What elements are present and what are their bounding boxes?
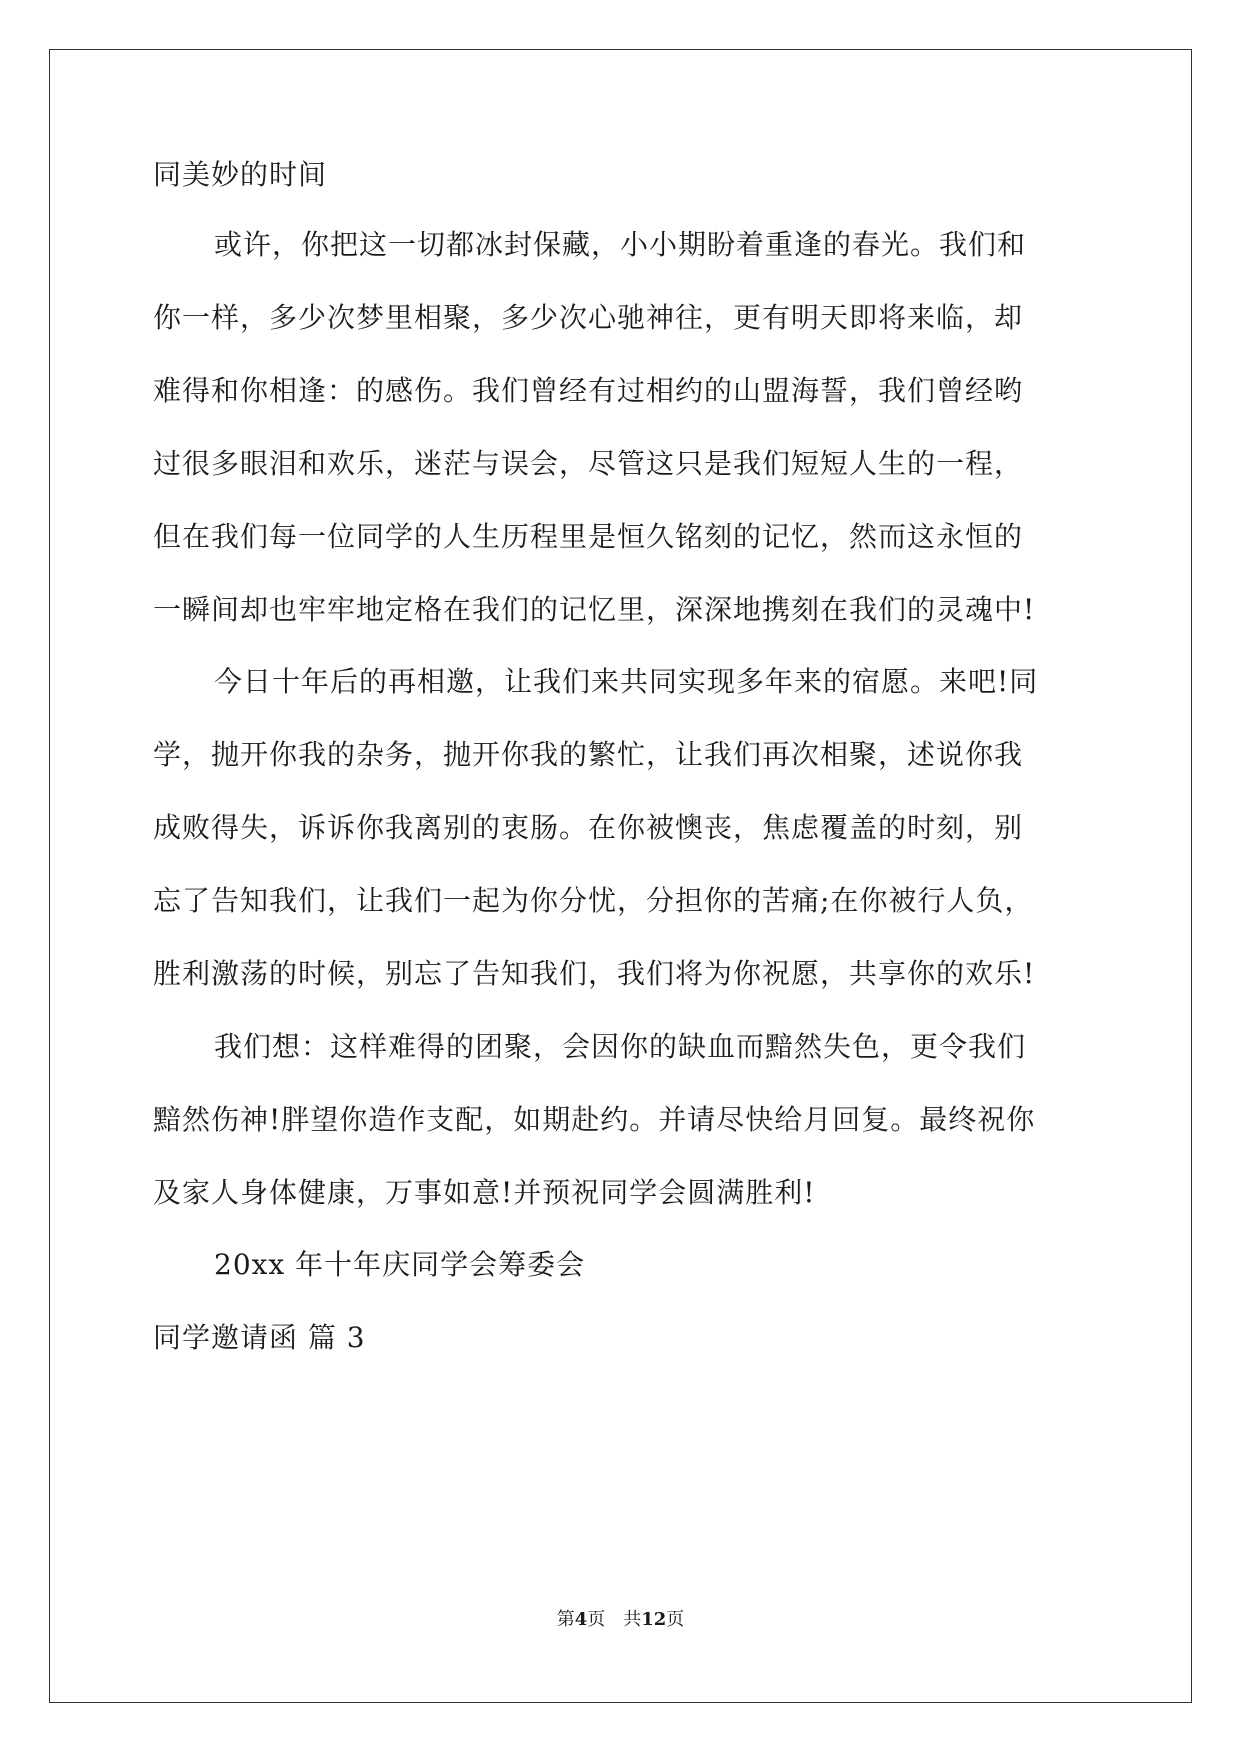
paragraph-line: 成败得失，诉诉你我离别的衷肠。在你被懊丧，焦虑覆盖的时刻，别 [153, 811, 1024, 844]
section-heading: 同学邀请函 篇 3 [153, 1321, 366, 1354]
footer-prefix: 第 [556, 1609, 575, 1630]
paragraph-line: 今日十年后的再相邀，让我们来共同实现多年来的宿愿。来吧!同 [214, 665, 1039, 698]
paragraph-line: 及家人身体健康，万事如意!并预祝同学会圆满胜利! [153, 1176, 816, 1209]
text-line: 同美妙的时间 [153, 158, 328, 191]
paragraph-line: 但在我们每一位同学的人生历程里是恒久铭刻的记忆，然而这永恒的 [153, 520, 1024, 553]
footer-middle: 页 共 [587, 1609, 642, 1630]
paragraph-line: 难得和你相逢：的感伤。我们曾经有过相约的山盟海誓，我们曾经哟 [153, 374, 1024, 407]
paragraph-line: 你一样，多少次梦里相聚，多少次心驰神往，更有明天即将来临，却 [153, 301, 1024, 334]
paragraph-line: 一瞬间却也牢牢地定格在我们的记忆里，深深地携刻在我们的灵魂中! [153, 593, 1036, 626]
paragraph-line: 黯然伤神!胖望你造作支配，如期赴约。并请尽快给月回复。最终祝你 [153, 1103, 1036, 1136]
paragraph-line: 学，抛开你我的杂务，抛开你我的繁忙，让我们再次相聚，述说你我 [153, 738, 1024, 771]
paragraph-line: 过很多眼泪和欢乐，迷茫与误会，尽管这只是我们短短人生的一程， [153, 447, 1024, 480]
paragraph-line: 忘了告知我们，让我们一起为你分忧，分担你的苦痛;在你被行人负， [153, 884, 1034, 917]
total-page-number: 12 [641, 1609, 667, 1630]
paragraph-line: 我们想：这样难得的团聚，会因你的缺血而黯然失色，更令我们 [214, 1030, 1027, 1063]
page-footer [0, 1608, 1241, 1632]
footer-suffix: 页 [666, 1609, 685, 1630]
signature-line: 20xx 年十年庆同学会筹委会 [214, 1248, 586, 1281]
paragraph-line: 或许，你把这一切都冰封保藏，小小期盼着重逢的春光。我们和 [214, 228, 1027, 261]
paragraph-line: 胜利激荡的时候，别忘了告知我们，我们将为你祝愿，共享你的欢乐! [153, 957, 1036, 990]
current-page-number: 4 [574, 1609, 588, 1630]
